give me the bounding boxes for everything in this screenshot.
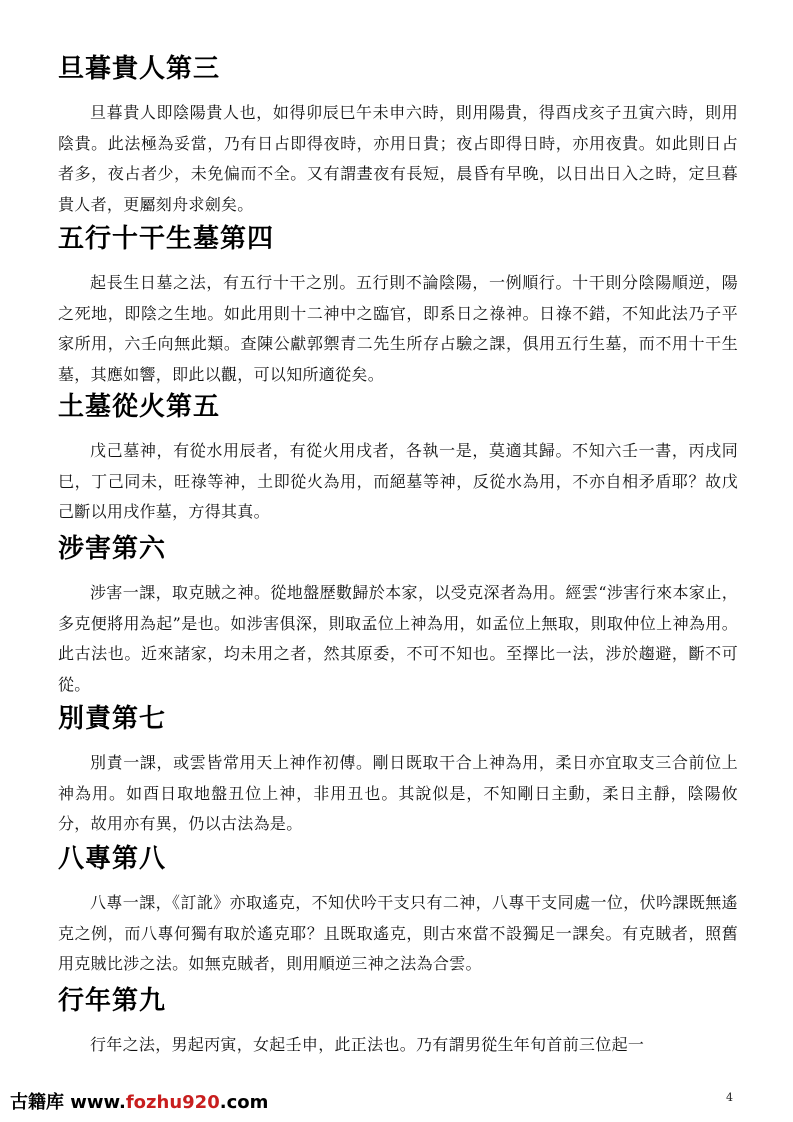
section-heading: 八專第八 bbox=[58, 844, 167, 874]
section-paragraph: 涉害一課，取克賊之神。從地盤歷數歸於本家，以受克深者為用。經雲“涉害行來本家止，多克便將用為起”是也。如涉害俱深，則取孟位上神為用，如孟位上無取，則取仲位上神為用。此古法也。近來諸家，均未用之者，然其原委，不可不知也。至擇比一法，涉於趨避，斷不可從。 bbox=[58, 583, 738, 694]
watermark-accent: fozhu920 bbox=[125, 1092, 220, 1113]
section-xing-nian bbox=[58, 984, 738, 1061]
section-wu-xing-shi-gan bbox=[58, 222, 738, 390]
page-number: 4 bbox=[726, 1091, 733, 1104]
section-heading: 五行十干生墓第四 bbox=[58, 224, 275, 254]
section-heading: 行年第九 bbox=[58, 986, 167, 1016]
section-paragraph: 別責一課，或雲皆常用天上神作初傳。剛日既取干合上神為用，柔日亦宜取支三合前位上神為用。如酉日取地盤丑位上神，非用丑也。其說似是，不知剛日主動，柔日主靜，陰陽攸分，故用亦有異，仍以古法為是。 bbox=[58, 753, 738, 833]
section-paragraph: 行年之法，男起丙寅，女起壬申，此正法也。乃有謂男從生年旬首前三位起一 bbox=[90, 1035, 645, 1054]
section-paragraph: 旦暮貴人即陰陽貴人也，如得卯辰巳午未申六時，則用陽貴，得酉戌亥子丑寅六時，則用陰貴。此法極為妥當，乃有日占即得夜時，亦用日貴；夜占即得日時，亦用夜貴。如此則日占者多，夜占者少，未免偏而不全。又有謂晝夜有長短，晨昏有早晚，以日出日入之時，定旦暮貴人者，更屬刻舟求劍矣。 bbox=[58, 103, 738, 214]
section-tu-mu-cong-huo bbox=[58, 390, 738, 528]
section-bie-ze bbox=[58, 702, 738, 840]
section-paragraph: 起長生日墓之法，有五行十干之別。五行則不論陰陽，一例順行。十干則分陰陽順逆，陽之死地，即陰之生地。如此用則十二神中之臨官，即系日之祿神。日祿不錯，不知此法乃子平家所用，六壬向無此類。查陳公獻郭禦青二先生所存占驗之課，俱用五行生墓，而不用十干生墓，其應如響，即此以觀，可以知所適從矣。 bbox=[58, 273, 738, 384]
section-ba-zhuan bbox=[58, 842, 738, 980]
section-heading: 涉害第六 bbox=[58, 534, 167, 564]
section-she-hai bbox=[58, 532, 738, 700]
section-heading: 別責第七 bbox=[58, 704, 167, 734]
section-dan-mu-gui-ren bbox=[58, 52, 738, 220]
watermark-prefix: 古籍库 www. bbox=[10, 1092, 126, 1113]
section-paragraph: 戊己墓神，有從水用辰者，有從火用戌者，各執一是，莫適其歸。不知六壬一書，丙戌同巳，丁己同未，旺祿等神，土即從火為用，而絕墓等神，反從水為用，不亦自相矛盾耶？故戊己斷以用戌作墓，方得其真。 bbox=[58, 441, 738, 521]
section-heading: 土墓從火第五 bbox=[58, 392, 221, 422]
section-paragraph: 八專一課，《訂訛》亦取遙克，不知伏吟干支只有二神，八專干支同處一位，伏吟課既無遙克之例，而八專何獨有取於遙克耶？且既取遙克，則古來當不設獨足一課矣。有克賊者，照舊用克賊比涉之法。如無克賊者，則用順逆三神之法為合雲。 bbox=[58, 893, 738, 973]
site-watermark[interactable] bbox=[10, 1088, 268, 1114]
watermark-suffix: .com bbox=[219, 1092, 269, 1113]
section-heading: 旦暮貴人第三 bbox=[58, 54, 221, 84]
